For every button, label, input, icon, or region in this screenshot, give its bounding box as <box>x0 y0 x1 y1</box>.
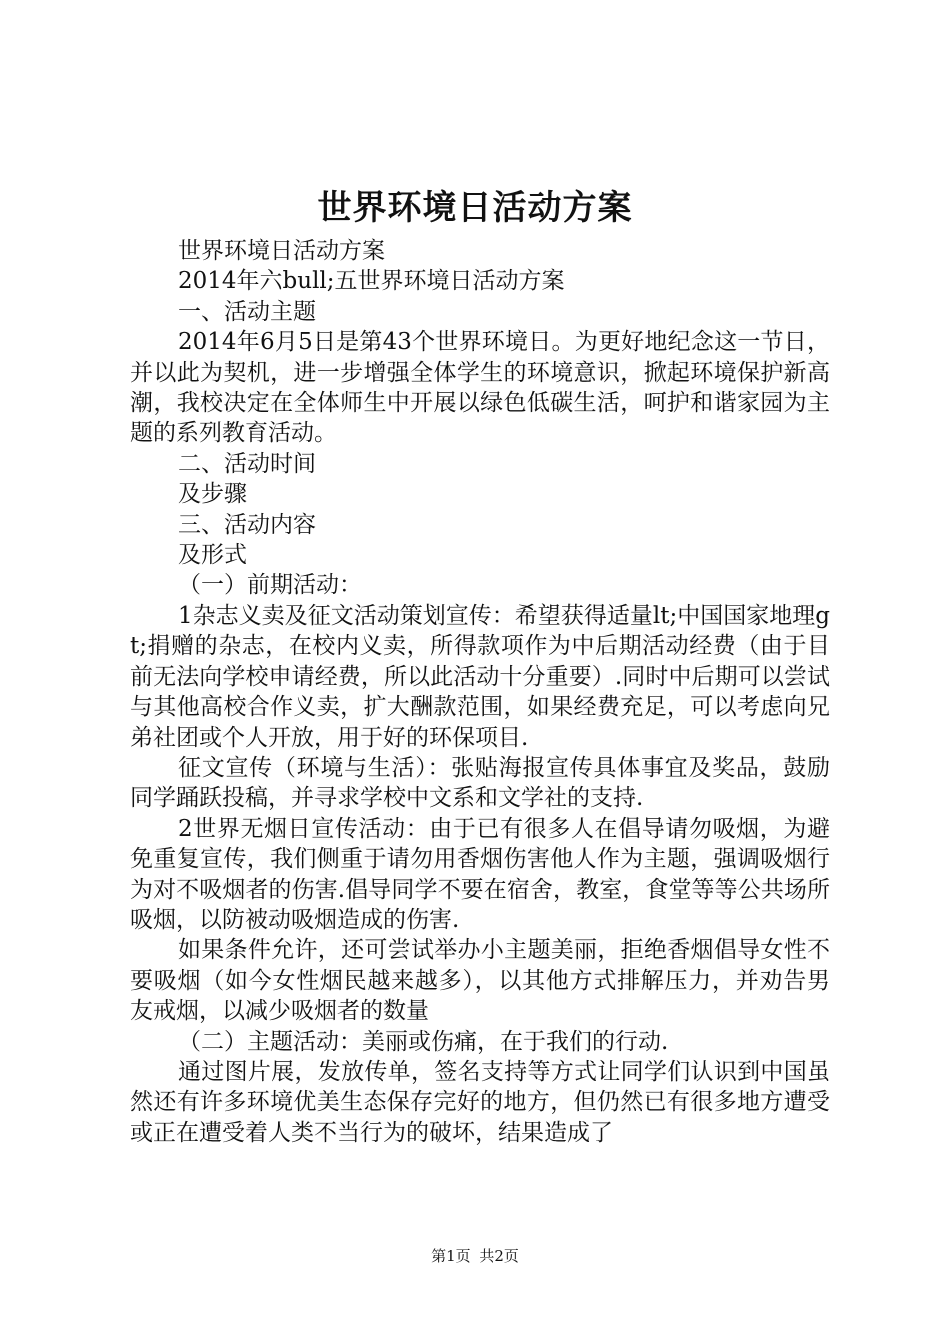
page-number-current: 第1页 <box>431 1247 471 1265</box>
document-title: 世界环境日活动方案 <box>317 188 633 228</box>
subsection-heading: （一）前期活动： <box>178 572 362 599</box>
paragraph: 如果条件允许，还可尝试举办小主题美丽，拒绝香烟倡导女性不要吸烟（如今女性烟民越来越多），以其他方式排解压力，并劝告男友戒烟，以减少吸烟者的数量 <box>130 937 830 1025</box>
paragraph: 征文宣传（环境与生活）：张贴海报宣传具体事宜及奖品，鼓励同学踊跃投稿，并寻求学校中文系和文学社的支持. <box>130 754 830 812</box>
paragraph: 通过图片展，发放传单，签名支持等方式让同学们认识到中国虽然还有许多环境优美生态保存完好的地方，但仍然已有很多地方遭受或正在遭受着人类不当行为的破坏，结果造成了 <box>130 1058 830 1146</box>
document-body <box>130 236 830 1148</box>
paragraph: 世界环境日活动方案 <box>178 238 385 264</box>
paragraph: 1杂志义卖及征文活动策划宣传：希望获得适量lt;中国国家地理gt;捐赠的杂志，在校内义卖，所得款项作为中后期活动经费（由于目前无法向学校申请经费，所以此活动十分重要）.同时中后期可以尝试与其他高校合作义卖，扩大酬款范围，如果经费充足，可以考虑向兄弟社团或个人开放，用于好的环保项目. <box>130 602 830 751</box>
paragraph: 2世界无烟日宣传活动：由于已有很多人在倡导请勿吸烟，为避免重复宣传，我们侧重于请勿用香烟伤害他人作为主题，强调吸烟行为对不吸烟者的伤害.倡导同学不要在宿舍，教室，食堂等等公共场所吸烟，以防被动吸烟造成的伤害. <box>130 815 830 933</box>
paragraph: 2014年六bull;五世界环境日活动方案 <box>178 268 565 295</box>
paragraph: 及步骤 <box>178 481 247 508</box>
page-number-total: 共2页 <box>479 1247 519 1265</box>
section-heading: 二、活动时间 <box>178 450 316 477</box>
paragraph: 及形式 <box>178 542 247 569</box>
paragraph: 2014年6月5日是第43个世界环境日。为更好地纪念这一节日，并以此为契机，进一步增强全体学生的环境意识，掀起环境保护新高潮，我校决定在全体师生中开展以绿色低碳生活，呵护和谐家园为主题的系列教育活动。 <box>130 329 830 447</box>
section-heading: 三、活动内容 <box>178 511 316 538</box>
page-footer <box>0 1245 950 1267</box>
subsection-heading: （二）主题活动：美丽或伤痛，在于我们的行动. <box>178 1028 669 1055</box>
section-heading: 一、活动主题 <box>178 298 316 325</box>
